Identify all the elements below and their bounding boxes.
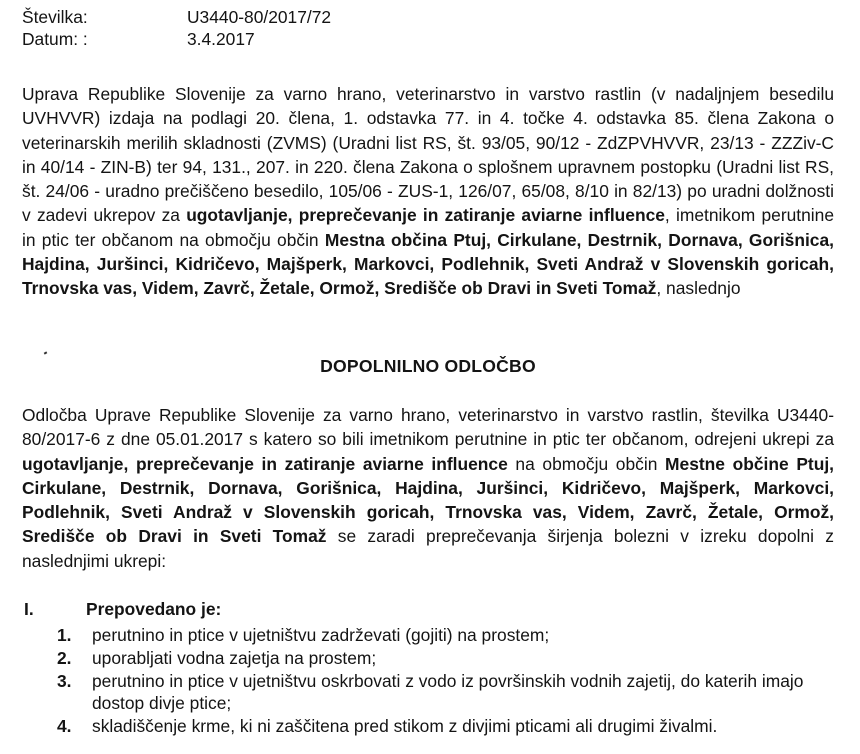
number-label: Številka: — [22, 7, 88, 27]
list-item-text: perutnino in ptice v ujetništvu oskrbovati z vodo iz površinskih vodnih zajetij, do katerih imajo dostop divje ptice; — [92, 671, 804, 713]
intro-paragraph — [22, 82, 834, 301]
section-heading — [22, 597, 842, 621]
list-item-number: 2. — [57, 648, 72, 668]
list-item — [22, 715, 842, 737]
list-item-number: 1. — [57, 625, 72, 645]
list-item-text: perutnino in ptice v ujetništvu zadrževati (gojiti) na prostem; — [92, 625, 550, 645]
prohibitions-section — [22, 597, 842, 738]
number-value: U3440-80/2017/72 — [187, 7, 332, 27]
date-row — [22, 28, 331, 50]
decision-text-2: na območju občin — [507, 453, 666, 474]
date-label: Datum: : — [22, 29, 88, 49]
decision-bold-measures: ugotavljanje, preprečevanje in zatiranje aviarne influence — [22, 453, 508, 474]
section-roman-numeral: I. — [24, 599, 34, 619]
date-value: 3.4.2017 — [187, 29, 255, 49]
list-item-number: 3. — [57, 671, 72, 691]
decision-heading-text: DOPOLNILNO ODLOČBO — [320, 356, 536, 376]
list-item — [22, 624, 842, 646]
list-item-text: uporabljati vodna zajetja na prostem; — [92, 648, 377, 668]
intro-text-2: , imetnikom perutnine in ptic ter občanom na območju občin — [22, 205, 835, 250]
intro-bold-measures: ugotavljanje, preprečevanje in zatiranje aviarne influence — [186, 205, 665, 226]
intro-bold-municipalities: Mestna občina Ptuj, Cirkulane, Destrnik, Dornava, Gorišnica, Hajdina, Juršinci, Kidričevo, Majšperk, Markovci, Podlehnik, Sveti Andraž v Slovenskih goricah, Trnovska vas, Videm, Zavrč, Žetale, Ormož, Središče ob Dravi in Sveti Tomaž — [22, 229, 834, 299]
list-item — [22, 670, 842, 714]
decision-heading — [0, 356, 860, 377]
decision-text-1: Odločba Uprave Republike Slovenije za varno hrano, veterinarstvo in varstvo rastlin, številka U3440-80/2017-6 z dne 05.01.2017 s katero so bili imetnikom perutnine in ptic ter občanom, odrejeni ukrepi za — [22, 405, 834, 450]
list-item-number: 4. — [57, 716, 72, 736]
list-item — [22, 647, 842, 669]
section-title: Prepovedano je: — [86, 599, 222, 619]
decision-paragraph — [22, 403, 834, 573]
prohibitions-list — [22, 624, 842, 737]
intro-text-3: , naslednjo — [656, 278, 741, 299]
decision-bold-municipalities: Mestne občine Ptuj, Cirkulane, Destrnik, Dornava, Gorišnica, Hajdina, Juršinci, Kidričevo, Majšperk, Markovci, Podlehnik, Sveti Andraž v Slovenskih goricah, Trnovska vas, Videm, Zavrč, Žetale, Ormož, Središče ob Dravi in Sveti Tomaž — [22, 453, 834, 547]
scan-speck — [44, 351, 48, 354]
number-row — [22, 6, 331, 28]
intro-text-1: Uprava Republike Slovenije za varno hrano, veterinarstvo in varstvo rastlin (v nadaljnjem besedilu UVHVVR) izdaja na podlagi 20. člena, 1. odstavka 77. in 4. točke 4. odstavka 85. člena Zakona o veterinarskih merilih skladnosti (ZVMS) (Uradni list RS, št. 93/05, 90/12 - ZdZPVHVVR, 23/13 - ZZZiv-C in 40/14 - ZIN-B) ter 94, 131., 207. in 220. člena Zakona o splošnem upravnem postopku (Uradni list RS, št. 24/06 - uradno prečiščeno besedilo, 105/06 - ZUS-1, 126/07, 65/08, 8/10 in 82/13) po uradni dolžnosti v zadevi ukrepov za — [22, 84, 834, 226]
decision-text-3: se zaradi preprečevanja širjenja bolezni v izreku dopolni z naslednjimi ukrepi: — [22, 526, 834, 571]
list-item-text: skladiščenje krme, ki ni zaščitena pred stikom z divjimi pticami ali drugimi živalmi. — [92, 716, 718, 736]
document-meta — [22, 6, 331, 50]
